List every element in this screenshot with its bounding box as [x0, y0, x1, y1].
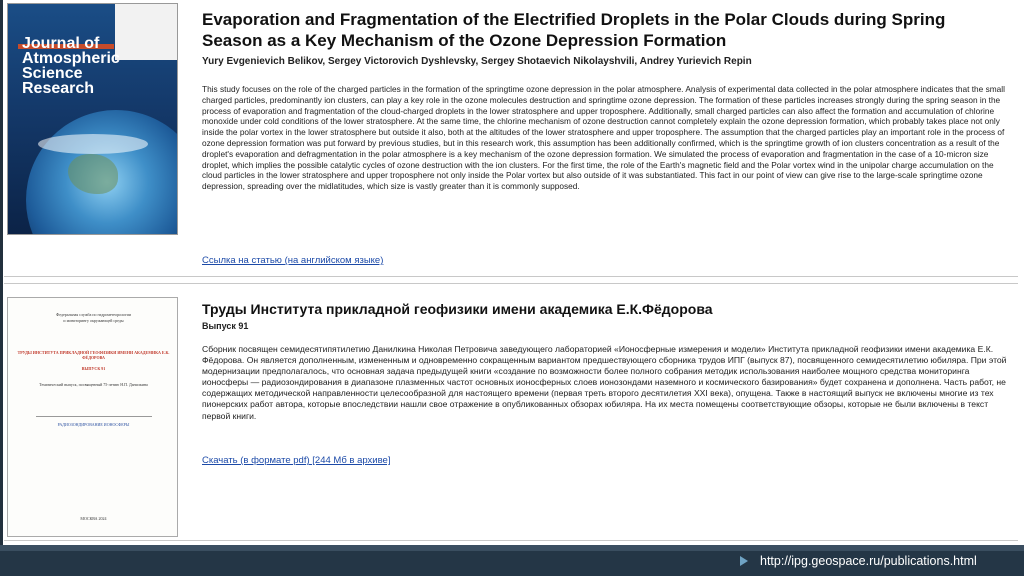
cover-city-year: МОСКВА 2024 — [80, 516, 107, 521]
cover-org-line1: Федеральная служба по гидрометеорологии — [56, 312, 131, 317]
article-link[interactable]: Ссылка на статью (на английском языке) — [202, 255, 384, 266]
cover-org-line2: и мониторингу окружающей среды — [63, 318, 124, 323]
cloud-graphic — [38, 134, 148, 154]
cover-title: ТРУДЫ ИНСТИТУТА ПРИКЛАДНОЙ ГЕОФИЗИКИ ИМЕНИ АКАДЕМИКА Е.К. ФЁДОРОВА — [17, 350, 170, 360]
proceedings-abstract: Сборник посвящен семидесятипятилетию Данилкина Николая Петровича заведующего лабораторией «Ионосферные измерения и модели» Института прикладной геофизики имени академика Е.К. Фёдорова. Он является дополненным, измененным и одновременно сокращенным вариантом предшествующего сборника трудов ИПГ (выпуск 87), посвященного семидесятилетию юбиляра. При этой модернизации предполагалось, что основная задача предыдущей книги «создание по возможности более полного собрания методик использования наиболее мощного средства мониторинга ионосферы — радиозондирования в диапазоне плазменных частот основных ионосферных слоев ионозондами наземного и космического базирования» будет сохранена и дополнена. Часть работ, не содержащих методической направленности целесообразной для настоящего времени (первая треть второго десятилетия XXI века), опущена. Также в настоящий выпуск не включены многие из тех пионерских работ автора, которые впоследствии нашли свое отражение в опубликованных обзорах юбиляра. На их места помещены соответствующие обзоры, которые не были включены в текст первой книги. — [202, 344, 1007, 421]
publication-card-article — [4, 0, 1018, 277]
publication-card-proceedings — [4, 283, 1018, 541]
proceedings-cover-image[interactable] — [7, 297, 178, 537]
cover-issue: ВЫПУСК 91 — [81, 366, 106, 371]
proceedings-issue: Выпуск 91 — [202, 321, 249, 331]
proceedings-title: Труды Института прикладной геофизики имени академика Е.К.Фёдорова — [202, 301, 713, 317]
download-link[interactable]: Скачать (в формате pdf) [244 Мб в архиве] — [202, 455, 391, 466]
cover-topic: РАДИОЗОНДИРОВАНИЕ ИОНОСФЕРЫ — [57, 422, 130, 427]
article-title: Evaporation and Fragmentation of the Electrified Droplets in the Polar Clouds during Spring Season as a Key Mechanism of the Ozone Depression Formation — [202, 10, 946, 50]
arrow-right-icon — [740, 556, 748, 566]
journal-cover-title: Journal of Atmospheric Science Research — [22, 35, 120, 97]
article-abstract: This study focuses on the role of the charged particles in the formation of the springtime ozone depression in the polar atmosphere. Analysis of experimental data collected in the polar atmosphere indicates that the small charged particles, predominantly ion clusters, can play a key role in the ozone molecules destruction and springtime ozone depression. The formation of these particles increases strongly during the spring season in the process of evaporation and fragmentation of the cloud-charged droplets in the lower stratosphere and upper troposphere. Additionally, small charged particles can also affect the formation and accumulation of chlorine monoxide under cold conditions of the lower stratosphere. At the same time, the chlorine mechanism of ozone destruction cannot completely explain the ozone depression formation, which probably takes place not only inside the polar vortex in the lower stratosphere but outside it also, both at the altitudes of the lower stratosphere and upper troposphere. The assumption that the charged particles play an important role in the process of ozone depression formation was put forward by previous studies, but in this research work, this assumption has been additionally confirmed, which is the springtime growth of ion clusters concentration as a result of the droplet's evaporation and defragmentation in the polar atmosphere is a key mechanism of the ozone depression formation. We simulated the process of evaporation and fragmentation in the case of a 10-micron size droplet, which implies the possible catalytic cycles of ozone destruction with the ion clusters. For the first time, the role of the Earth's magnetic field and the Polar vortex wind in the unipolar charge accumulation on the cloud particles in the lower stratosphere and upper troposphere not only inside the Polar vortex but also outside of it was substantiated. This fact in our point of view can give rise to the large-scale springtime ozone depression, spreading over the midlatitudes, which size is vastly greater than it is commonly supposed. — [202, 84, 1005, 192]
article-authors: Yury Evgenievich Belikov, Sergey Victorovich Dyshlevsky, Sergey Shotaevich Nikolayshvili, Andrey Yurievich Repin — [202, 56, 752, 67]
cover-divider — [36, 416, 152, 417]
footer-url: http://ipg.geospace.ru/publications.html — [760, 554, 977, 568]
footer-shade — [0, 545, 1024, 551]
journal-cover-image[interactable] — [7, 3, 178, 235]
cover-subtitle: Тематический выпуск, посвященный 75-летию Н.П. Данилкина — [39, 382, 148, 387]
left-accent-bar — [0, 0, 3, 545]
